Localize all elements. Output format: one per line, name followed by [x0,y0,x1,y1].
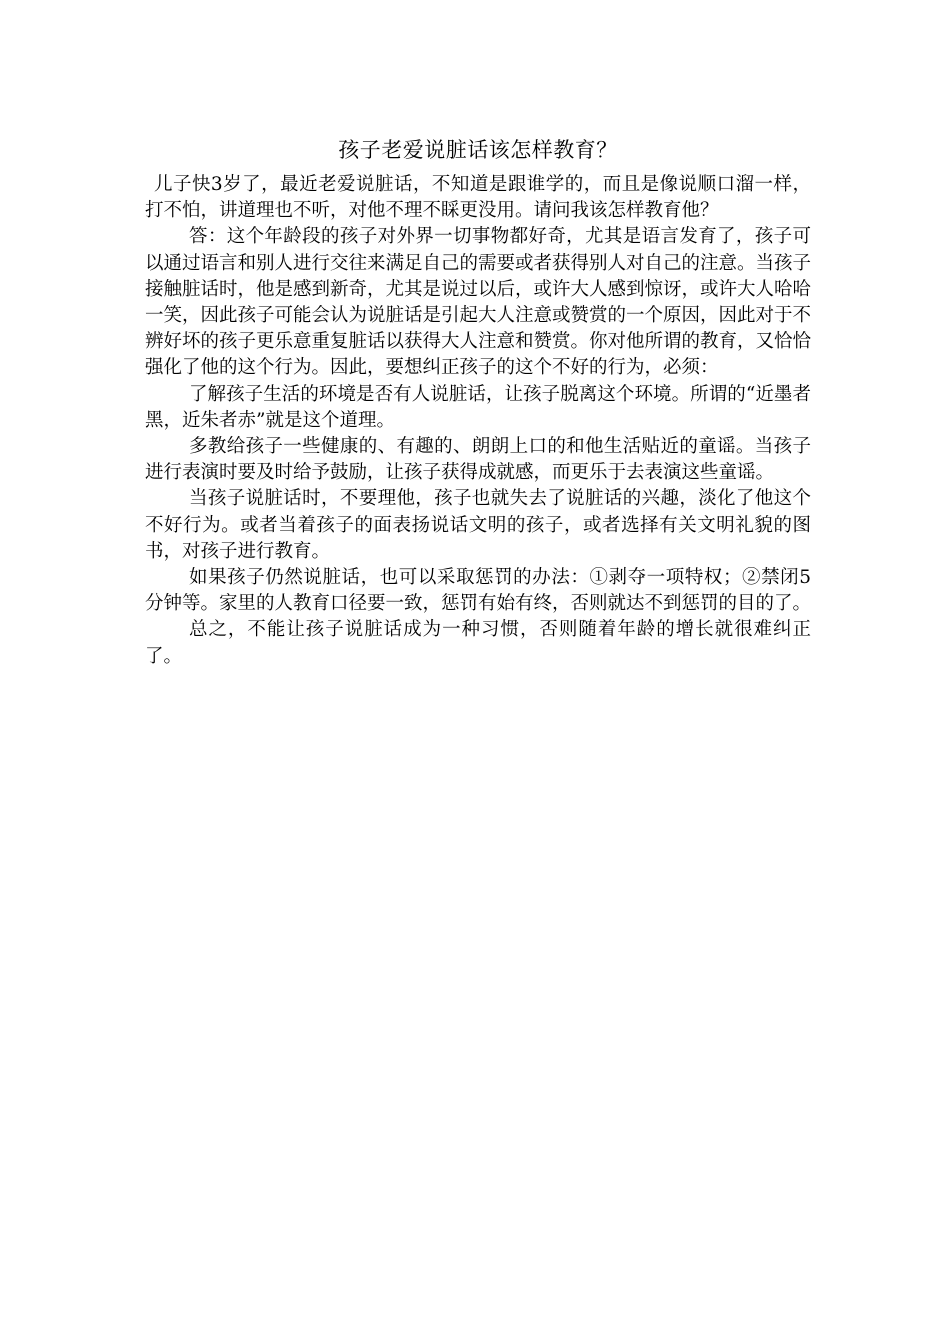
conclusion-paragraph: 总之，不能让孩子说脏话成为一种习惯，否则随着年龄的增长就很难纠正了。 [145,619,811,667]
document-body [145,134,811,670]
question-paragraph: 儿子快3岁了，最近老爱说脏话，不知道是跟谁学的，而且是像说顺口溜一样，打不怕，讲道理也不听，对他不理不睬更没用。请问我该怎样教育他？ [145,174,811,222]
advice-ignore-paragraph: 当孩子说脏话时，不要理他，孩子也就失去了说脏话的兴趣，淡化了他这个不好行为。或者当着孩子的面表扬说话文明的孩子，或者选择有关文明礼貌的图书，对孩子进行教育。 [145,488,811,562]
advice-nursery-rhymes-paragraph: 多教给孩子一些健康的、有趣的、朗朗上口的和他生活贴近的童谣。当孩子进行表演时要及时给予鼓励，让孩子获得成就感，而更乐于去表演这些童谣。 [145,436,811,484]
advice-punishment-paragraph: 如果孩子仍然说脏话，也可以采取惩罚的办法：①剥夺一项特权；②禁闭5分钟等。家里的人教育口径要一致，惩罚有始有终，否则就达不到惩罚的目的了。 [145,567,812,615]
document-title: 孩子老爱说脏话该怎样教育？ [338,138,618,162]
advice-environment-paragraph: 了解孩子生活的环境是否有人说脏话，让孩子脱离这个环境。所谓的“近墨者黑，近朱者赤”就是这个道理。 [145,383,811,431]
answer-paragraph: 答：这个年龄段的孩子对外界一切事物都好奇，尤其是语言发育了，孩子可以通过语言和别人进行交往来满足自己的需要或者获得别人对自己的注意。当孩子接触脏话时，他是感到新奇，尤其是说过以后，或许大人感到惊讶，或许大人哈哈一笑，因此孩子可能会认为说脏话是引起大人注意或赞赏的一个原因，因此对于不辨好坏的孩子更乐意重复脏话以获得大人注意和赞赏。你对他所谓的教育，又恰恰强化了他的这个行为。因此，要想纠正孩子的这个不好的行为，必须： [145,226,812,379]
